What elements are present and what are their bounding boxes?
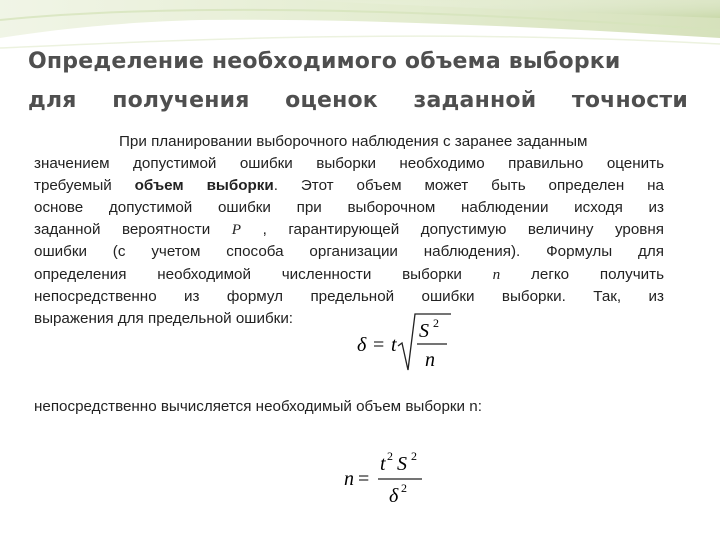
formula-margin-of-error xyxy=(355,310,455,380)
slide-title xyxy=(28,42,688,120)
body-line-6 xyxy=(34,241,664,263)
body-text: требуемый xyxy=(34,177,135,195)
bold-term: объем выборки xyxy=(134,177,274,195)
probability-symbol: Р xyxy=(231,221,242,239)
body-text: определения необходимой численности выборки xyxy=(34,265,493,283)
body-line-4 xyxy=(34,197,664,219)
formula-t: t xyxy=(391,334,397,356)
body-line-2 xyxy=(34,153,664,175)
formula-delta: δ xyxy=(357,334,367,356)
formula-S: S xyxy=(397,453,407,475)
formula-delta-exponent: 2 xyxy=(401,481,407,495)
body-text: основе допустимой ошибки при выборочном наблюдении исходя из xyxy=(34,199,664,217)
formula-S: S xyxy=(419,320,429,342)
body-text: . Этот объем может быть определен на xyxy=(273,177,664,195)
body-text: выражения для предельной ошибки: xyxy=(34,309,294,327)
body-text: заданной вероятности xyxy=(34,221,232,239)
formula-equals: = xyxy=(373,334,385,356)
body-line-9 xyxy=(34,308,664,330)
formula-equals: = xyxy=(358,468,370,490)
formula-t-exponent: 2 xyxy=(387,449,393,463)
body-line-8 xyxy=(34,286,664,308)
body-paragraph xyxy=(34,131,664,330)
body-line-1 xyxy=(34,131,664,153)
body-text: легко получить xyxy=(500,265,664,283)
result-text: непосредственно вычисляется необходимый объем выборки n: xyxy=(34,398,482,415)
body-text: ошибки (с учетом способа организации наблюдения). Формулы для xyxy=(34,243,664,261)
formula-S-exponent: 2 xyxy=(433,316,439,330)
formula-S-exponent: 2 xyxy=(411,449,417,463)
body-line-5 xyxy=(34,219,664,241)
formula-n: n xyxy=(425,349,435,371)
formula-delta: δ xyxy=(389,485,399,507)
title-line-2: для получения оценок заданной точности xyxy=(28,88,688,113)
body-text: значением допустимой ошибки выборки необходимо правильно оценить xyxy=(34,155,664,173)
formula-sample-size xyxy=(342,448,432,510)
formula-n: n xyxy=(344,468,354,490)
body-line-3 xyxy=(34,175,664,197)
body-text: , гарантирующей допустимую величину уровня xyxy=(241,221,664,239)
sample-size-symbol: n xyxy=(492,265,501,283)
formula-t: t xyxy=(380,453,386,475)
title-line-1: Определение необходимого объема выборки xyxy=(28,49,621,74)
body-text: При планировании выборочного наблюдения с заранее заданным xyxy=(119,133,588,150)
body-text: непосредственно из формул предельной ошибки выборки. Так, из xyxy=(34,287,664,305)
body-line-7 xyxy=(34,264,664,286)
